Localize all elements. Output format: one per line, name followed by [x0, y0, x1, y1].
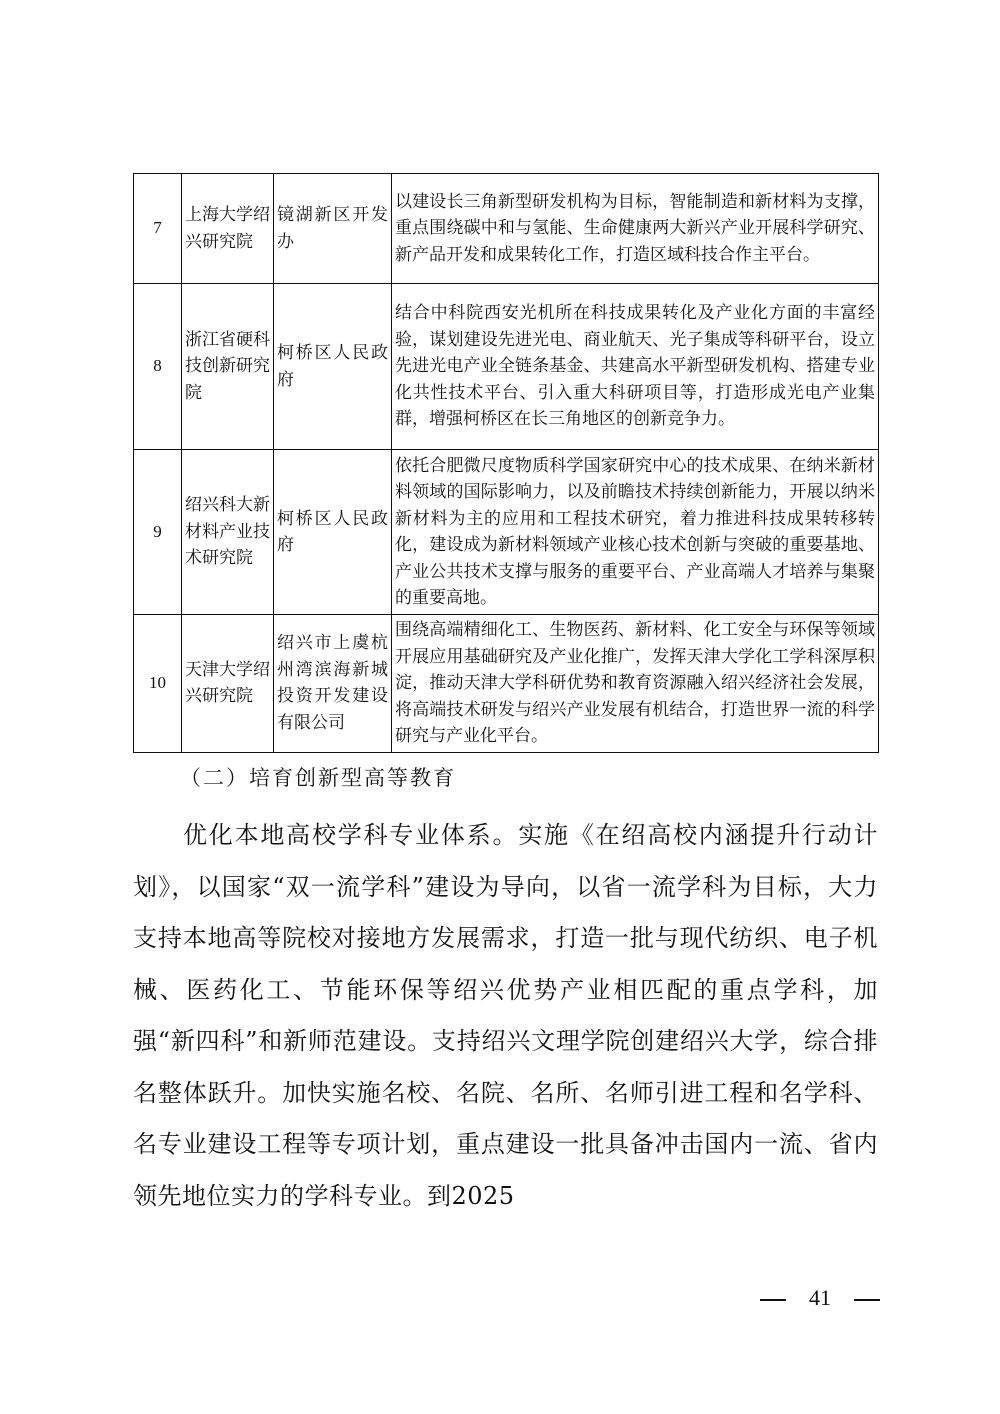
row-number: 7: [134, 174, 182, 284]
row-number: 8: [134, 284, 182, 450]
institution-description: 围绕高端精细化工、生物医药、新材料、化工安全与环保等领域开展应用基础研究及产业化推广，发挥天津大学化工学科深厚积淀，推动天津大学科研优势和教育资源融入绍兴经济社会发展，将高端技术研发与绍兴产业发展有机结合，打造世界一流的科学研究与产业化平台。: [392, 615, 879, 753]
institution-name: 天津大学绍兴研究院: [182, 615, 274, 753]
table-row: [134, 174, 879, 284]
table-row: [134, 450, 879, 615]
institution-description: 以建设长三角新型研发机构为目标，智能制造和新材料为支撑，重点围绕碳中和与氢能、生命健康两大新兴产业开展科学研究、新产品开发和成果转化工作，打造区域科技合作主平台。: [392, 174, 879, 284]
responsible-unit: 绍兴市上虞杭州湾滨海新城投资开发建设有限公司: [274, 615, 392, 753]
responsible-unit: 镜湖新区开发办: [274, 174, 392, 284]
footer-dash-right: [854, 1299, 880, 1301]
page-footer: [760, 1285, 880, 1315]
institution-name: 绍兴科大新材料产业技术研究院: [182, 450, 274, 615]
responsible-unit: 柯桥区人民政府: [274, 450, 392, 615]
institution-name: 浙江省硬科技创新研究院: [182, 284, 274, 450]
row-number: 9: [134, 450, 182, 615]
table-row: [134, 615, 879, 753]
section-heading: （二）培育创新型高等教育: [180, 766, 456, 790]
institution-description: 结合中科院西安光机所在科技成果转化及产业化方面的丰富经验，谋划建设先进光电、商业航天、光子集成等科研平台，设立先进光电产业全链条基金、共建高水平新型研发机构、搭建专业化共性技术平台、引入重大科研项目等，打造形成光电产业集群，增强柯桥区在长三角地区的创新竞争力。: [392, 284, 879, 450]
body-paragraph: 优化本地高校学科专业体系。实施《在绍高校内涵提升行动计划》，以国家“双一流学科”建设为导向，以省一流学科为目标，大力支持本地高等院校对接地方发展需求，打造一批与现代纺织、电子机械、医药化工、节能环保等绍兴优势产业相匹配的重点学科，加强“新四科”和新师范建设。支持绍兴文理学院创建绍兴大学，综合排名整体跃升。加快实施名校、名院、名所、名师引进工程和名学科、名专业建设工程等专项计划，重点建设一批具备冲击国内一流、省内领先地位实力的学科专业。到2025: [133, 821, 878, 1210]
institution-description: 依托合肥微尺度物质科学国家研究中心的技术成果、在纳米新材料领域的国际影响力，以及前瞻技术持续创新能力，开展以纳米新材料为主的应用和工程技术研究，着力推进科技成果转移转化，建设成为新材料领域产业核心技术创新与突破的重要基地、产业公共技术支撑与服务的重要平台、产业高端人才培养与集聚的重要高地。: [392, 450, 879, 615]
institution-table: [133, 173, 879, 753]
footer-dash-left: [760, 1299, 786, 1301]
responsible-unit: 柯桥区人民政府: [274, 284, 392, 450]
row-number: 10: [134, 615, 182, 753]
page-number: 41: [809, 1285, 831, 1310]
institution-name: 上海大学绍兴研究院: [182, 174, 274, 284]
table-row: [134, 284, 879, 450]
